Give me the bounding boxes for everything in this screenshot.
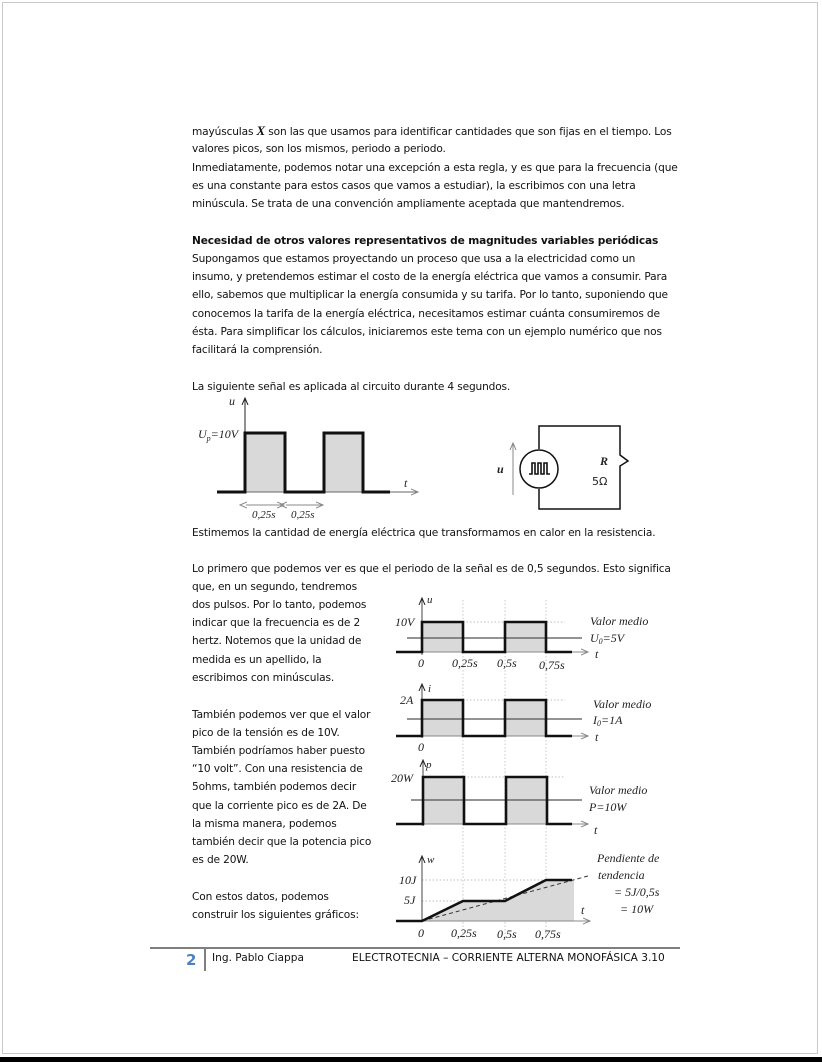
tick-label: 0,75s	[535, 927, 561, 941]
footer-author: Ing. Pablo Ciappa	[212, 952, 304, 964]
paragraph-line: La siguiente señal es aplicada al circuito durante 4 segundos.	[192, 381, 511, 393]
paragraph-line: medida es un apellido, la	[192, 654, 322, 666]
paragraph-line: También podemos ver que el valor	[192, 709, 371, 721]
annotation: Valor medio	[593, 697, 652, 711]
axis-label-u: u	[229, 394, 235, 408]
annotation: tendencia	[598, 868, 645, 882]
symbol-x: X	[256, 123, 266, 138]
axis-label: w	[427, 854, 435, 866]
annotation: P=10W	[589, 800, 627, 814]
annotation: = 5J/0,5s	[614, 885, 660, 899]
paragraph-line: dos pulsos. Por lo tanto, podemos	[192, 599, 367, 611]
peak-label: 10V	[395, 615, 415, 629]
paragraph-line: minúscula. Se trata de una convención ampliamente aceptada que mantendremos.	[192, 198, 625, 210]
axis-label-t: t	[594, 823, 598, 837]
y-tick-label: 10J	[399, 873, 417, 887]
peak-label: 2A	[400, 693, 414, 707]
peak-label: 20W	[391, 771, 413, 785]
paragraph-line: facilitará la comprensión.	[192, 344, 323, 356]
tick-label: 0	[418, 926, 424, 940]
annotation: U0=5V	[590, 631, 625, 646]
paragraph-line: hertz. Notemos que la unidad de	[192, 635, 362, 647]
tick-label: 0,5s	[497, 927, 517, 941]
tick-label: 0,5s	[497, 656, 517, 670]
resistor-label: R	[600, 454, 609, 468]
paragraph-line: que la corriente pico es de 2A. De	[192, 800, 367, 812]
text-span: son las que usamos para identificar cantidades que son fijas en el tiempo. Los	[265, 126, 672, 138]
axis-label-t: t	[595, 730, 599, 744]
paragraph-line: Lo primero que podemos ver es que el periodo de la señal es de 0,5 segundos. Esto significa	[192, 563, 671, 575]
paragraph-line: ésta. Para simplificar los cálculos, iniciaremos este tema con un ejemplo numérico que nos	[192, 326, 662, 338]
paragraph-line: construir los siguientes gráficos:	[192, 909, 359, 921]
tick-label: 0,25s	[452, 656, 478, 670]
paragraph-line: Estimemos la cantidad de energía eléctrica que transformamos en calor en la resistencia.	[192, 527, 656, 539]
axis-label: u	[427, 594, 433, 606]
annotation: = 10W	[620, 902, 654, 916]
tick-label: 0,75s	[539, 658, 565, 672]
chart-power	[391, 759, 647, 837]
paragraph-line: pico de la tensión es de 10V.	[192, 727, 340, 739]
axis-label-t: t	[581, 903, 585, 917]
paragraph-line: es una constante para estos casos que vamos a estudiar), la escribimos con una letra	[192, 180, 636, 192]
y-tick-label: 5J	[404, 893, 416, 907]
paragraph-line: también decir que la potencia pico	[192, 836, 372, 848]
tick-label: 0	[418, 656, 424, 670]
paragraph-line: valores picos, son los mismos, periodo a periodo.	[192, 143, 446, 155]
footer-title: ELECTROTECNIA – CORRIENTE ALTERNA MONOFÁSICA 3.10	[352, 952, 665, 964]
paragraph-line: Inmediatamente, podemos notar una excepción a esta regla, y es que para la frecuencia (que	[192, 162, 678, 174]
paragraph-line: la misma manera, podemos	[192, 818, 337, 830]
interval-label: 0,25s	[252, 509, 276, 521]
paragraph-line: Supongamos que estamos proyectando un proceso que usa a la electricidad como un	[192, 253, 636, 265]
interval-label: 0,25s	[291, 509, 315, 521]
resistor-value: 5Ω	[592, 475, 608, 488]
text-span: mayúsculas	[192, 126, 257, 138]
chart-current	[396, 683, 651, 754]
paragraph-line: es de 20W.	[192, 854, 249, 866]
footer-separator	[204, 949, 206, 971]
peak-label: $U_p=10V$	[198, 427, 239, 443]
paragraph-line: escribimos con minúsculas.	[192, 672, 335, 684]
page-number: 2	[186, 951, 197, 969]
tick-label: 0	[418, 740, 424, 754]
paragraph-line: 5ohms, también podemos decir	[192, 781, 357, 793]
axis-label: i	[428, 683, 432, 695]
axis-label-t: t	[404, 476, 408, 490]
axis-label-t: t	[595, 647, 599, 661]
annotation: Valor medio	[589, 783, 648, 797]
annotation: I0=1A	[593, 713, 623, 728]
tick-label: 0,25s	[451, 926, 477, 940]
paragraph-line: ello, sabemos que multiplicar la energía consumida y su tarifa. Por lo tanto, suponiendo que	[192, 289, 668, 301]
axis-label: p	[426, 759, 432, 771]
annotation: Pendiente de	[597, 851, 660, 865]
section-heading: Necesidad de otros valores representativos de magnitudes variables periódicas	[192, 235, 659, 247]
paragraph-line: que, en un segundo, tendremos	[192, 581, 357, 593]
annotation: Valor medio	[590, 614, 649, 628]
footer-rule	[150, 947, 680, 949]
chart-energy	[396, 851, 660, 941]
paragraph-line: “10 volt”. Con una resistencia de	[192, 763, 363, 775]
paragraph-line: indicar que la frecuencia es de 2	[192, 617, 361, 629]
paragraph-line: Con estos datos, podemos	[192, 891, 329, 903]
chart-voltage	[395, 594, 648, 672]
paragraph-line: conocemos la tarifa de la energía eléctrica, necesitamos estimar cuánta consumiremos de	[192, 308, 660, 320]
paragraph-line: También podríamos haber puesto	[192, 745, 365, 757]
paragraph-line: insumo, y pretendemos estimar el costo de la energía eléctrica que vamos a consumir. Para	[192, 271, 668, 283]
source-label: u	[497, 462, 504, 476]
